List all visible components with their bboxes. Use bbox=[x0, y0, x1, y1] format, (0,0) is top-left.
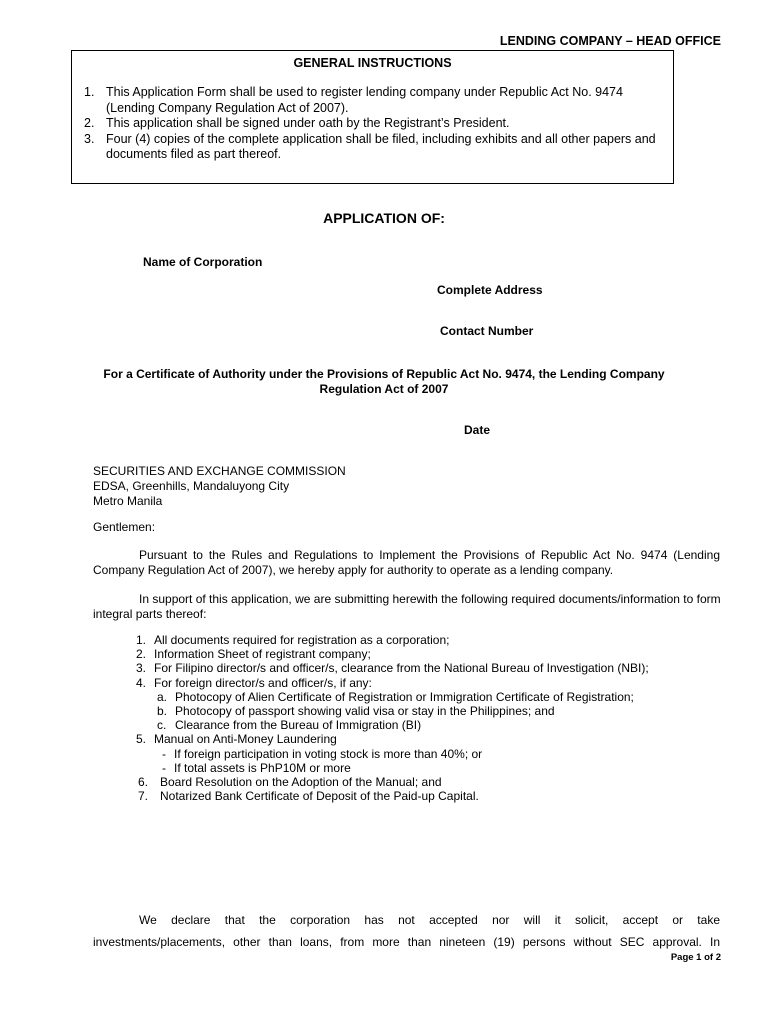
list-text: Photocopy of Alien Certificate of Registration or Immigration Certificate of Registration; bbox=[175, 689, 634, 704]
list-number: 6. bbox=[138, 775, 149, 790]
page-number: Page 1 of 2 bbox=[670, 952, 721, 963]
list-number: 3. bbox=[136, 661, 147, 676]
letter-paragraph: In support of this application, we are submitting herewith the following required documents/information to form integral parts thereof: bbox=[93, 592, 721, 621]
list-subitem bbox=[136, 747, 736, 761]
instruction-number: 3. bbox=[84, 131, 95, 146]
application-heading: APPLICATION OF: bbox=[323, 210, 445, 226]
list-dash: - bbox=[162, 746, 166, 761]
addressee-line: Metro Manila bbox=[93, 494, 163, 508]
list-text: Notarized Bank Certificate of Deposit of the Paid-up Capital. bbox=[160, 789, 479, 804]
list-item bbox=[136, 633, 736, 647]
list-number: 7. bbox=[138, 789, 149, 804]
instructions-list bbox=[84, 85, 664, 163]
list-number: 4. bbox=[136, 675, 147, 690]
contact-number-label: Contact Number bbox=[440, 324, 534, 338]
list-text: Manual on Anti-Money Laundering bbox=[154, 732, 337, 747]
list-subitem bbox=[136, 690, 736, 704]
list-subitem bbox=[136, 718, 736, 732]
list-item bbox=[136, 676, 736, 690]
list-text: Information Sheet of registrant company; bbox=[154, 647, 371, 662]
addressee-line: EDSA, Greenhills, Mandaluyong City bbox=[93, 479, 290, 493]
office-header: LENDING COMPANY – HEAD OFFICE bbox=[499, 34, 721, 48]
instruction-text: This Application Form shall be used to register lending company under Republic Act No. 9474 (Lending Company Regulation Act of 2007). bbox=[106, 85, 623, 115]
instruction-text: This application shall be signed under oath by the Registrant’s President. bbox=[106, 116, 510, 130]
list-dash: - bbox=[162, 760, 166, 775]
list-number: 1. bbox=[136, 633, 147, 647]
instructions-title: GENERAL INSTRUCTIONS bbox=[293, 56, 452, 70]
salutation: Gentlemen: bbox=[93, 520, 156, 534]
instruction-item bbox=[84, 116, 664, 132]
list-item bbox=[136, 732, 736, 746]
list-text: Board Resolution on the Adoption of the Manual; and bbox=[160, 775, 442, 790]
required-documents-list bbox=[136, 633, 736, 803]
instruction-text: Four (4) copies of the complete application shall be filed, including exhibits and all other papers and documents filed as part thereof. bbox=[106, 131, 656, 161]
list-letter: b. bbox=[157, 704, 168, 719]
list-letter: a. bbox=[157, 689, 168, 704]
list-text: For Filipino director/s and officer/s, clearance from the National Bureau of Investigation (NBI); bbox=[154, 661, 649, 676]
list-subitem bbox=[136, 761, 736, 775]
list-text: For foreign director/s and officer/s, if any: bbox=[154, 675, 372, 690]
general-instructions-box bbox=[71, 50, 674, 184]
instruction-number: 2. bbox=[84, 116, 95, 130]
complete-address-label: Complete Address bbox=[437, 283, 543, 297]
declaration-line: investments/placements, other than loans, from more than nineteen (19) persons without SEC approval. In bbox=[93, 935, 720, 949]
list-number: 2. bbox=[136, 647, 147, 662]
list-letter: c. bbox=[157, 718, 167, 733]
addressee-line: SECURITIES AND EXCHANGE COMMISSION bbox=[93, 464, 346, 478]
list-item bbox=[136, 775, 736, 789]
date-label: Date bbox=[464, 423, 491, 437]
list-item bbox=[136, 789, 736, 803]
list-text: If total assets is PhP10M or more bbox=[174, 760, 351, 775]
list-item bbox=[136, 661, 736, 675]
instruction-item bbox=[84, 85, 664, 116]
list-text: Clearance from the Bureau of Immigration (BI) bbox=[175, 718, 422, 733]
instruction-item bbox=[84, 132, 664, 163]
letter-paragraph: Pursuant to the Rules and Regulations to Implement the Provisions of Republic Act No. 9474 (Lending Company Regulation Act of 2007), we hereby apply for authority to operate as a lending company. bbox=[93, 548, 720, 577]
declaration-line: We declare that the corporation has not accepted nor will it solicit, accept or take bbox=[139, 913, 720, 927]
instruction-number: 1. bbox=[84, 85, 95, 99]
name-of-corporation-label: Name of Corporation bbox=[143, 255, 263, 269]
list-text: If foreign participation in voting stock is more than 40%; or bbox=[174, 746, 483, 761]
list-text: All documents required for registration as a corporation; bbox=[154, 633, 450, 647]
list-item bbox=[136, 647, 736, 661]
certificate-purpose: For a Certificate of Authority under the Provisions of Republic Act No. 9474, the Lending Company Regulation Act of 2007 bbox=[103, 367, 665, 396]
list-text: Photocopy of passport showing valid visa or stay in the Philippines; and bbox=[175, 704, 555, 719]
list-number: 5. bbox=[136, 732, 147, 747]
list-subitem bbox=[136, 704, 736, 718]
addressee-block bbox=[93, 464, 346, 509]
